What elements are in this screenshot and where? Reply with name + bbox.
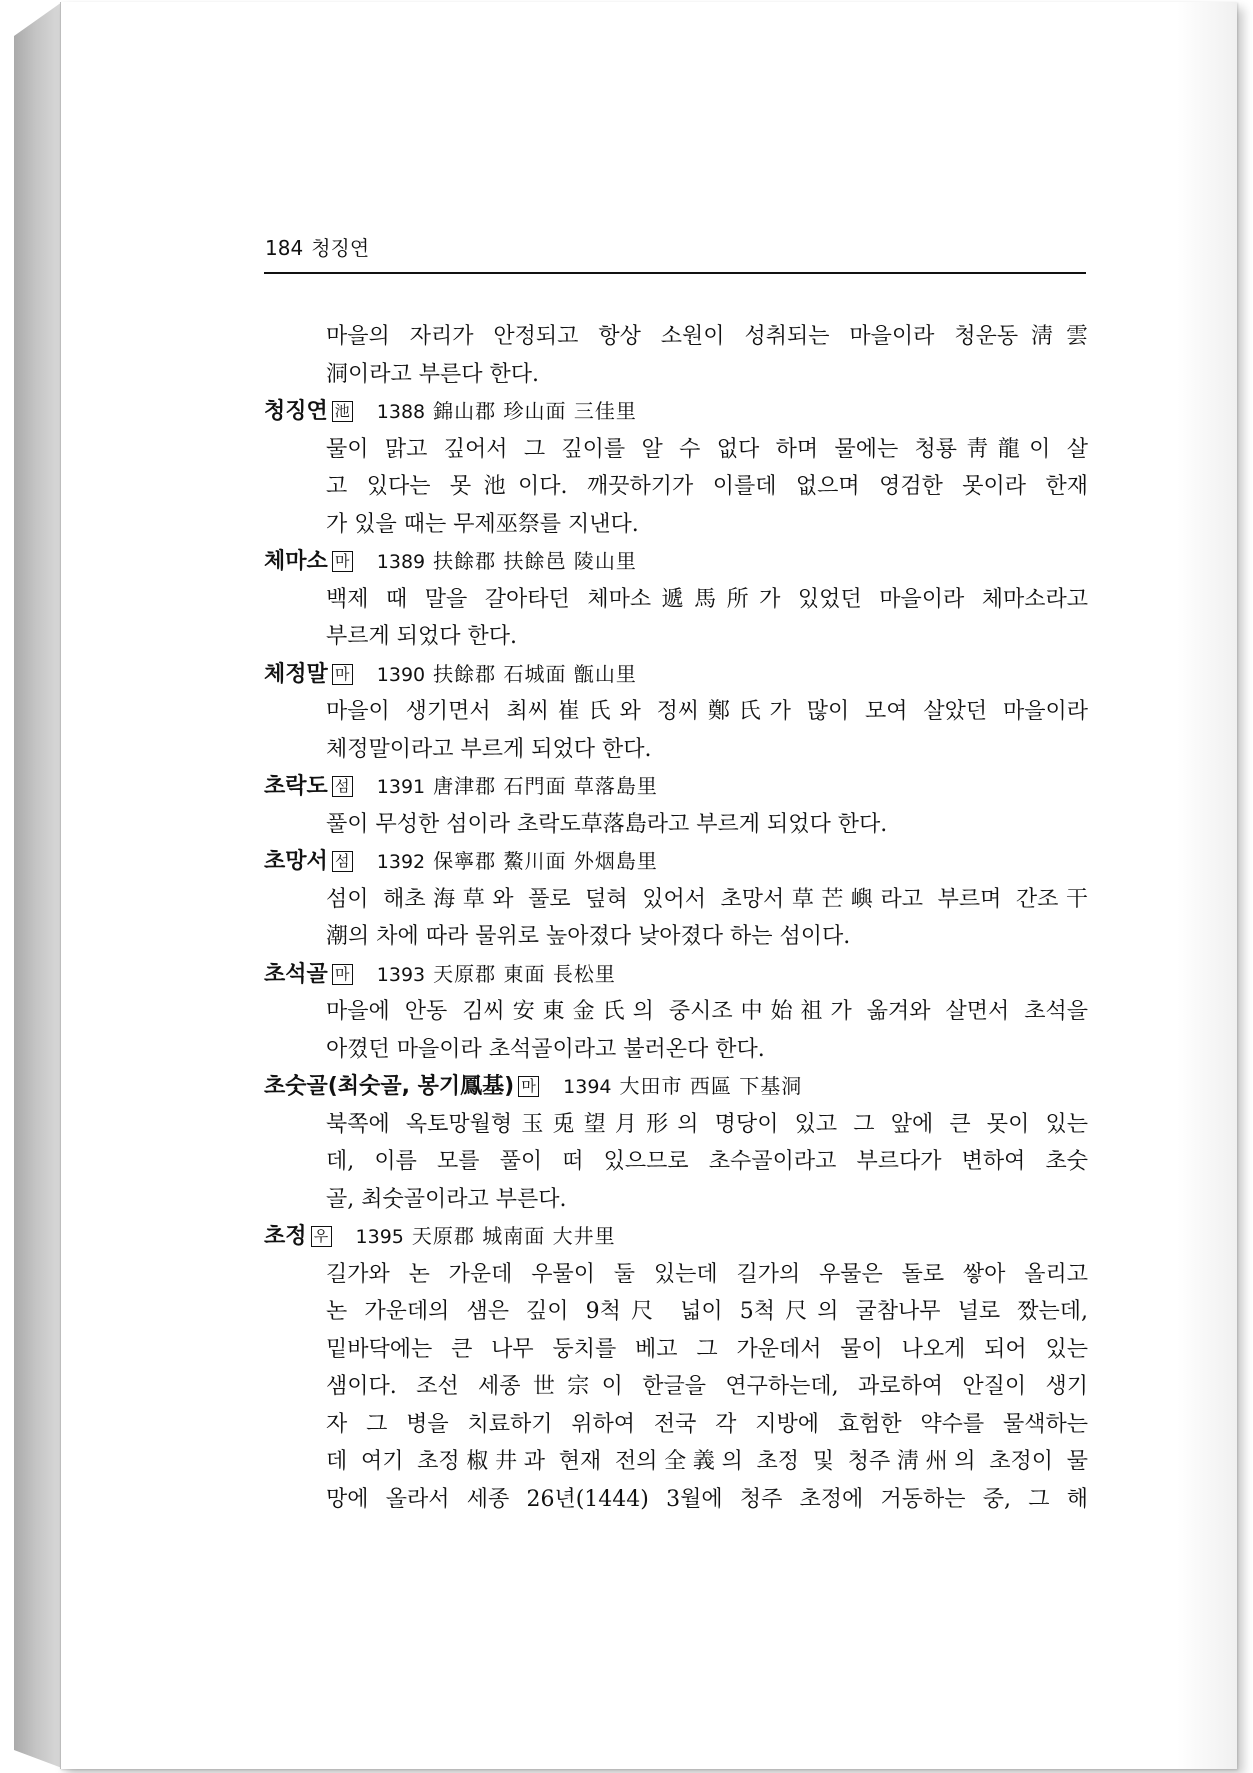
entry-type-mark: 섬 xyxy=(332,851,353,872)
entry-name: 초숫골(최숫골, 봉기鳳基) xyxy=(264,1074,515,1099)
entry-text-line: 데 여기 초정椒井과 현재 전의全義의 초정 및 청주淸州의 초정이 물 xyxy=(326,1449,1088,1474)
running-title: 청징연 xyxy=(311,236,370,260)
entry-location: 大田市 西區 下基洞 xyxy=(619,1074,803,1098)
entry-heading xyxy=(264,393,1088,431)
entry-location: 天原郡 東面 長松里 xyxy=(433,961,616,986)
entry-text-line: 데, 이름 모를 풀이 떠 있으므로 초수골이라고 부르다가 변하여 초숫 xyxy=(326,1149,1088,1174)
book-spine xyxy=(14,2,62,1768)
entry-heading xyxy=(264,843,1088,881)
entry-number: 1395 xyxy=(355,1226,404,1248)
page-content xyxy=(264,318,1088,1518)
entry-location: 錦山郡 珍山面 三佳里 xyxy=(433,399,637,423)
entry-name: 체정말 xyxy=(264,661,328,687)
entry-text-line: 아꼈던 마을이라 초석골이라고 불러온다 한다. xyxy=(326,1036,765,1062)
entry-type-mark: 섬 xyxy=(332,776,353,797)
entry-type-mark: 마 xyxy=(518,1076,539,1097)
entry-text-line: 샘이다. 조선 세종世宗이 한글을 연구하는데, 과로하여 안질이 생기 xyxy=(326,1374,1088,1399)
entry-heading xyxy=(264,1218,1088,1256)
entry-text-line: 가 있을 때는 무제巫祭를 지낸다. xyxy=(326,511,639,537)
entry-type-mark: 마 xyxy=(332,964,353,985)
entry-text-line: 부르게 되었다 한다. xyxy=(326,624,517,649)
entry-name: 청징연 xyxy=(264,399,328,424)
entry-name: 초석골 xyxy=(264,961,328,987)
entry-heading xyxy=(264,543,1088,581)
entry-location: 扶餘郡 扶餘邑 陵山里 xyxy=(433,549,637,573)
entry-text-line: 논 가운데의 샘은 깊이 9척尺 넓이 5척尺의 굴참나무 널로 짰는데, xyxy=(326,1299,1088,1324)
entry-type-mark: 마 xyxy=(332,551,353,572)
running-head xyxy=(265,232,369,261)
entry-text-line: 망에 올라서 세종 26년(1444) 3월에 청주 초정에 거동하는 중, 그 해 xyxy=(326,1486,1088,1512)
entry-location: 唐津郡 石門面 草落島里 xyxy=(433,774,658,798)
entry-heading xyxy=(264,656,1088,694)
entry-type-mark: 池 xyxy=(332,401,353,422)
entry-heading xyxy=(264,768,1088,806)
entry-number: 1392 xyxy=(376,851,426,873)
entry-text-line: 潮의 차에 따라 물위로 높아졌다 낮아졌다 하는 섬이다. xyxy=(326,924,851,949)
entry-text-line: 백제 때 말을 갈아타던 체마소遞馬所가 있었던 마을이라 체마소라고 xyxy=(326,586,1088,612)
entry-text-line: 체정말이라고 부르게 되었다 한다. xyxy=(326,736,652,762)
entry-text-line: 마을에 안동 김씨安東金氏의 중시조中始祖가 옮겨와 살면서 초석을 xyxy=(326,999,1088,1024)
entry-text-line: 자 그 병을 치료하기 위하여 전국 각 지방에 효험한 약수를 물색하는 xyxy=(326,1411,1088,1437)
entry-text-line: 북쪽에 옥토망월형玉兎望月形의 명당이 있고 그 앞에 큰 못이 있는 xyxy=(326,1111,1088,1137)
entry-location: 保寧郡 鰲川面 外烟島里 xyxy=(433,849,658,873)
entry-text-line: 마을이 생기면서 최씨崔氏와 정씨鄭氏가 많이 모여 살았던 마을이라 xyxy=(326,699,1088,724)
entry-text-line: 길가와 논 가운데 우물이 둘 있는데 길가의 우물은 돌로 쌓아 올리고 xyxy=(326,1261,1088,1287)
intro-line: 洞이라고 부른다 한다. xyxy=(326,361,539,387)
entry-number: 1394 xyxy=(563,1076,612,1098)
entry-name: 체마소 xyxy=(264,549,328,574)
entry-location: 扶餘郡 石城面 甑山里 xyxy=(433,661,637,686)
entry-number: 1389 xyxy=(376,551,426,573)
entry-text-line: 밑바닥에는 큰 나무 둥치를 베고 그 가운데서 물이 나오게 되어 있는 xyxy=(326,1336,1088,1362)
entry-text-line: 고 있다는 못池이다. 깨끗하기가 이를데 없으며 영검한 못이라 한재 xyxy=(326,474,1088,499)
page-number: 184 xyxy=(265,236,304,260)
entry-heading xyxy=(264,1068,1088,1106)
entry-number: 1390 xyxy=(376,663,426,686)
header-rule xyxy=(264,272,1086,274)
entry-type-mark: 우 xyxy=(311,1226,332,1247)
entry-name: 초락도 xyxy=(264,774,328,799)
entry-text-line: 골, 최숫골이라고 부른다. xyxy=(326,1186,567,1212)
entry-type-mark: 마 xyxy=(332,664,353,685)
entry-number: 1391 xyxy=(376,776,426,798)
entry-name: 초망서 xyxy=(264,849,328,874)
entry-number: 1388 xyxy=(376,401,426,423)
entry-text-line: 풀이 무성한 섬이라 초락도草落島라고 부르게 되었다 한다. xyxy=(326,811,888,837)
page-edge-shadow xyxy=(1177,2,1237,1769)
entry-number: 1393 xyxy=(376,963,426,986)
entry-location: 天原郡 城南面 大井里 xyxy=(411,1224,616,1248)
entry-text-line: 섬이 해초海草와 풀로 덮혀 있어서 초망서草芒嶼라고 부르며 간조干 xyxy=(326,886,1088,912)
entry-name: 초정 xyxy=(264,1224,307,1249)
entry-text-line: 물이 맑고 깊어서 그 깊이를 알 수 없다 하며 물에는 청룡靑龍이 살 xyxy=(326,436,1088,462)
intro-line: 마을의 자리가 안정되고 항상 소원이 성취되는 마을이라 청운동淸雲 xyxy=(326,324,1088,349)
entry-heading xyxy=(264,956,1088,994)
